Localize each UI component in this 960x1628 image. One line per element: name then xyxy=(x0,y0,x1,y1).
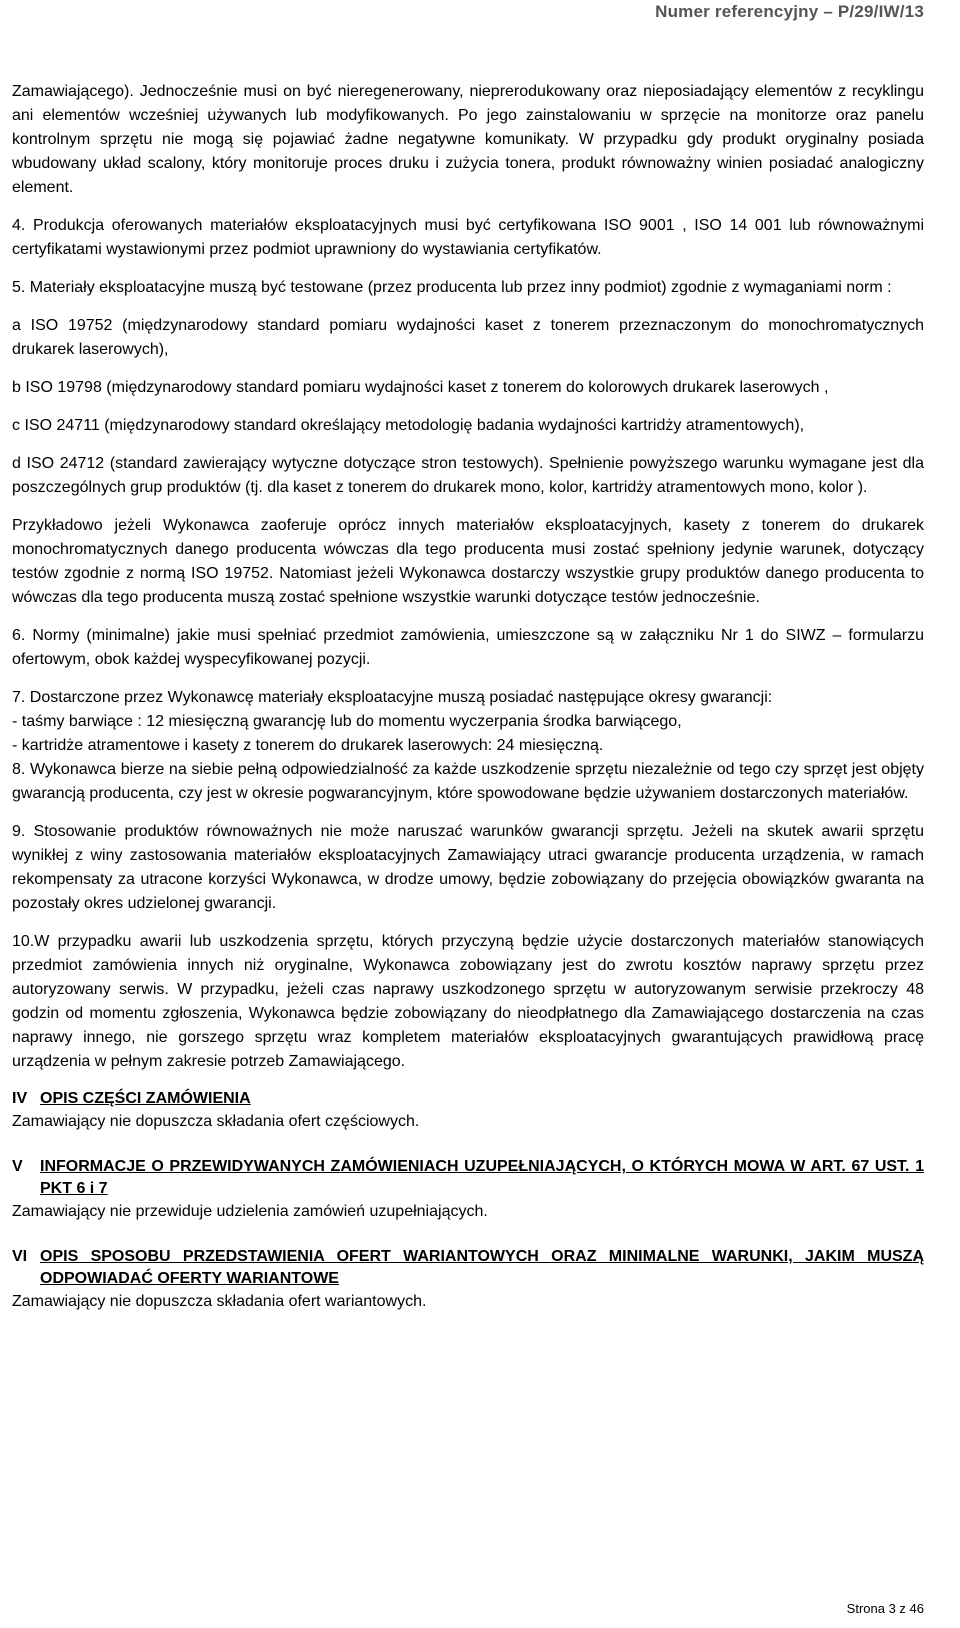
section-vi-heading xyxy=(12,1246,924,1290)
section-title: INFORMACJE O PRZEWIDYWANYCH ZAMÓWIENIACH UZUPEŁNIAJĄCYCH, O KTÓRYCH MOWA W ART. 67 UST. 1 PKT 6 i 7 xyxy=(40,1158,924,1197)
section-number: V xyxy=(12,1158,23,1175)
section-v xyxy=(12,1156,924,1224)
paragraph-5d: d ISO 24712 (standard zawierający wytyczne dotyczące stron testowych). Spełnienie powyższego warunku wymagane jest dla poszczególnych grup produktów (tj. dla kaset z tonerem do drukarek mono, kolor, kartridży atramentowych mono, kolor ). xyxy=(12,455,924,496)
section-iv-heading xyxy=(12,1088,924,1110)
paragraph-example: Przykładowo jeżeli Wykonawca zaoferuje oprócz innych materiałów eksploatacyjnych, kasety z tonerem do drukarek monochromatycznych danego producenta wówczas dla tego producenta musi zostać spełniony jedynie warunek, dotyczący testów zgodnie z normą ISO 19752. Natomiast jeżeli Wykonawca dostarczy wszystkie grupy produktów danego producenta to wówczas dla tego producenta muszą zostać spełnione wszystkie warunki dotyczące testów jednocześnie. xyxy=(12,517,924,606)
section-vi xyxy=(12,1246,924,1314)
paragraph-5a: a ISO 19752 (międzynarodowy standard pomiaru wydajności kaset z tonerem przeznaczonym do monochromatycznych drukarek laserowych), xyxy=(12,317,924,358)
paragraph-10: 10.W przypadku awarii lub uszkodzenia sprzętu, których przyczyną będzie użycie dostarczonych materiałów stanowiących przedmiot zamówienia innych niż oryginalne, Wykonawca zobowiązany jest do zwrotu kosztów naprawy sprzętu przez autoryzowany serwis. W przypadku, jeżeli czas naprawy uszkodzonego sprzętu w autoryzowanym serwisie przekroczy 48 godzin od momentu zgłoszenia, Wykonawca będzie zobowiązany do nieodpłatnego dla Zamawiającego dostarczenia na czas naprawy innego, nie gorszego sprzętu wraz kompletem materiałów eksploatacyjnych gwarantujących prawidłową pracę urządzenia w pełnym zakresie potrzeb Zamawiającego. xyxy=(12,933,924,1070)
section-iv xyxy=(12,1088,924,1134)
reference-number: Numer referencyjny – P/29/IW/13 xyxy=(655,2,924,21)
section-v-heading xyxy=(12,1156,924,1200)
section-body: Zamawiający nie dopuszcza składania ofert wariantowych. xyxy=(12,1293,427,1310)
paragraph-4: 4. Produkcja oferowanych materiałów eksploatacyjnych musi być certyfikowana ISO 9001 , ISO 14 001 lub równoważnymi certyfikatami wystawionymi przez podmiot uprawniony do wystawiania certyfikatów. xyxy=(12,217,924,258)
section-title: OPIS SPOSOBU PRZEDSTAWIENIA OFERT WARIANTOWYCH ORAZ MINIMALNE WARUNKI, JAKIM MUSZĄ ODPOWIADAĆ OFERTY WARIANTOWE xyxy=(40,1248,924,1287)
paragraph-9: 9. Stosowanie produktów równoważnych nie może naruszać warunków gwarancji sprzętu. Jeżeli na skutek awarii sprzętu wynikłej z winy zastosowania materiałów eksploatacyjnych Zamawiający utraci gwarancje producenta urządzenia, w ramach rekompensaty za utracone korzyści Wykonawca, w drodze umowy, będzie zobowiązany do przejęcia obowiązków gwaranta na pozostały okres udzielonej gwarancji. xyxy=(12,823,924,912)
paragraph-intro: Zamawiającego). Jednocześnie musi on być nieregenerowany, nieprerodukowany oraz nieposiadający elementów z recyklingu ani elementów wcześniej używanych lub modyfikowanych. Po jego zainstalowaniu w sprzęcie na monitorze oraz panelu kontrolnym sprzętu nie mogą się pojawiać żadne negatywne komunikaty. W przypadku gdy produkt oryginalny posiada wbudowany układ scalony, który monitoruje proces druku i zużycia tonera, produkt równoważny winien posiadać analogiczny element. xyxy=(12,83,924,196)
paragraph-6: 6. Normy (minimalne) jakie musi spełniać przedmiot zamówienia, umieszczone są w załączniku Nr 1 do SIWZ – formularzu ofertowym, obok każdej wyspecyfikowanej pozycji. xyxy=(12,627,924,668)
paragraph-5b: b ISO 19798 (międzynarodowy standard pomiaru wydajności kaset z tonerem do kolorowych drukarek laserowych , xyxy=(12,379,829,396)
page-number: Strona 3 z 46 xyxy=(846,1601,924,1616)
paragraph-7a: - taśmy barwiące : 12 miesięczną gwarancję lub do momentu wyczerpania środka barwiącego, xyxy=(12,713,682,730)
document-body xyxy=(12,80,924,1314)
paragraph-5: 5. Materiały eksploatacyjne muszą być testowane (przez producenta lub przez inny podmiot) zgodnie z wymaganiami norm : xyxy=(12,279,892,296)
section-number: VI xyxy=(12,1248,28,1265)
paragraph-5c: c ISO 24711 (międzynarodowy standard określający metodologię badania wydajności kartridży atramentowych), xyxy=(12,417,805,434)
section-body: Zamawiający nie dopuszcza składania ofert częściowych. xyxy=(12,1113,420,1130)
section-title: OPIS CZĘŚCI ZAMÓWIENIA xyxy=(40,1090,251,1107)
paragraph-7: 7. Dostarczone przez Wykonawcę materiały eksploatacyjne muszą posiadać następujące okresy gwarancji: xyxy=(12,689,773,706)
section-body: Zamawiający nie przewiduje udzielenia zamówień uzupełniających. xyxy=(12,1203,488,1220)
section-number: IV xyxy=(12,1090,28,1107)
paragraph-7b: - kartridże atramentowe i kasety z tonerem do drukarek laserowych: 24 miesięczną. xyxy=(12,737,604,754)
paragraph-8: 8. Wykonawca bierze na siebie pełną odpowiedzialność za każde uszkodzenie sprzętu niezależnie od tego czy sprzęt jest objęty gwarancją producenta, czy jest w okresie pogwarancyjnym, które spowodowane będzie używaniem dostarczonych materiałów. xyxy=(12,761,924,802)
